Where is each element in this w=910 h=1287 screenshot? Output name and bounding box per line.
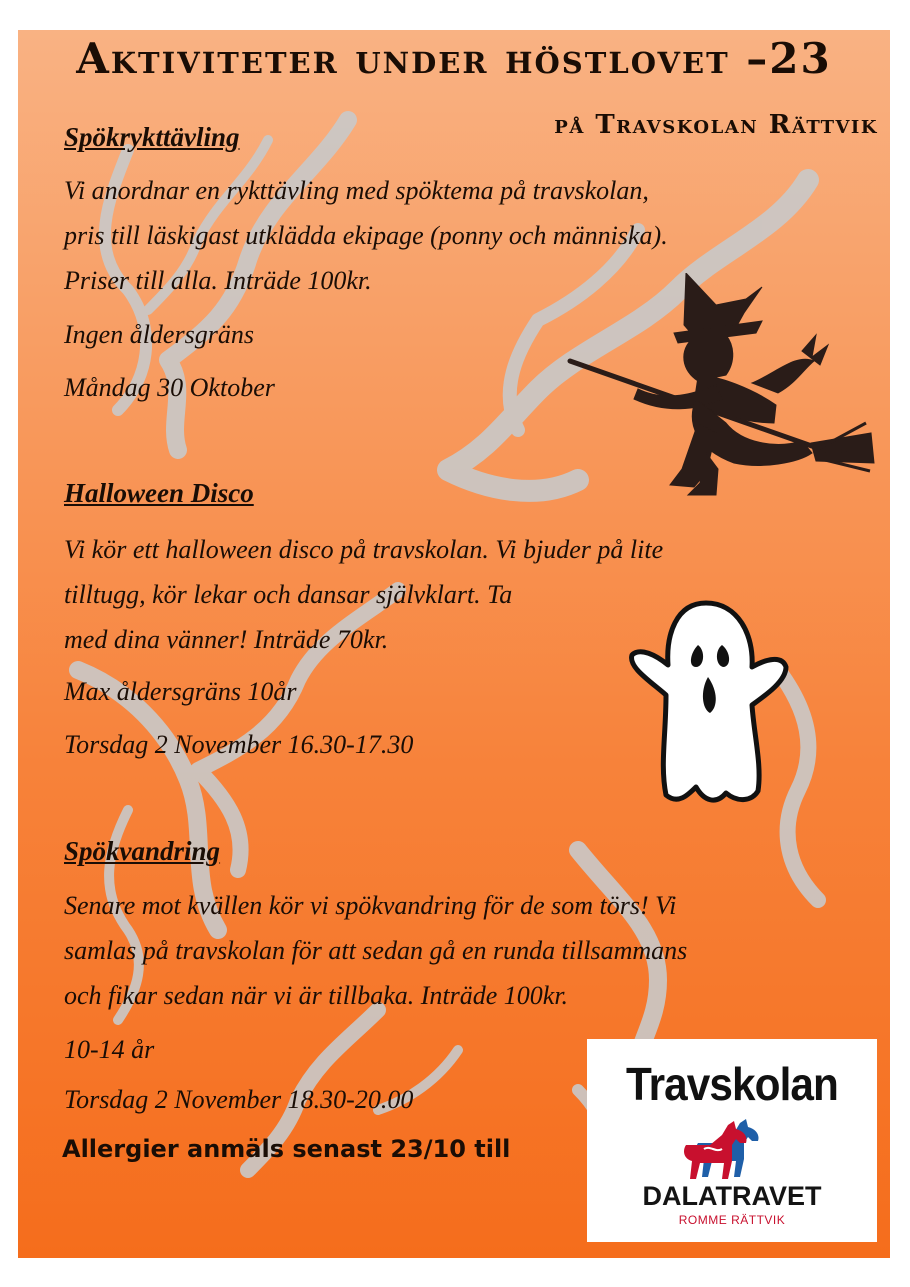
event-heading-spokvandring: Spökvandring xyxy=(64,836,221,866)
description-line: och fikar sedan när vi är tillbaka. Inträde 100kr. xyxy=(64,981,569,1010)
event-heading-halloween-disco: Halloween Disco xyxy=(64,478,254,508)
dala-horse-icon xyxy=(682,1119,782,1181)
description-line: med dina vänner! Inträde 70kr. xyxy=(64,625,389,654)
allergy-note: Allergier anmäls senast 23/10 till xyxy=(62,1135,511,1163)
event-date: Måndag 30 Oktober xyxy=(64,373,275,402)
description-line: pris till läskigast utklädda ekipage (ponny och människa). xyxy=(64,221,668,250)
event-heading-spokrykttavling: Spökrykttävling xyxy=(64,122,240,152)
description-line: Vi kör ett halloween disco på travskolan. Vi bjuder på lite xyxy=(64,535,664,564)
event-age-limit: Max åldersgräns 10år xyxy=(64,677,297,706)
event-date: Torsdag 2 November 16.30-17.30 xyxy=(64,730,414,759)
ghost-icon xyxy=(626,595,791,815)
event-age-limit: 10-14 år xyxy=(64,1035,155,1064)
witch-on-broom-icon xyxy=(566,273,876,498)
poster xyxy=(18,30,890,1258)
description-line: Vi anordnar en rykttävling med spöktema på travskolan, xyxy=(64,176,649,205)
description-line: Priser till alla. Inträde 100kr. xyxy=(64,266,372,295)
event-date: Torsdag 2 November 18.30-20.00 xyxy=(64,1085,414,1114)
event-age-limit: Ingen åldersgräns xyxy=(64,320,254,349)
event-description xyxy=(64,883,687,1018)
description-line: tilltugg, kör lekar och dansar självklart. Ta xyxy=(64,580,513,609)
travskolan-logo xyxy=(587,1039,877,1242)
logo-brand: DALATRAVET xyxy=(642,1181,822,1211)
poster-title: Aktiviteter under höstlovet –23 xyxy=(76,34,832,83)
description-line: samlas på travskolan för att sedan gå en runda tillsammans xyxy=(64,936,688,965)
logo-name: Travskolan xyxy=(626,1058,838,1110)
logo-subtitle: ROMME RÄTTVIK xyxy=(678,1213,786,1227)
event-description xyxy=(64,527,663,662)
poster-subtitle: på Travskolan Rättvik xyxy=(554,110,878,140)
description-line: Senare mot kvällen kör vi spökvandring för de som törs! Vi xyxy=(64,891,677,920)
